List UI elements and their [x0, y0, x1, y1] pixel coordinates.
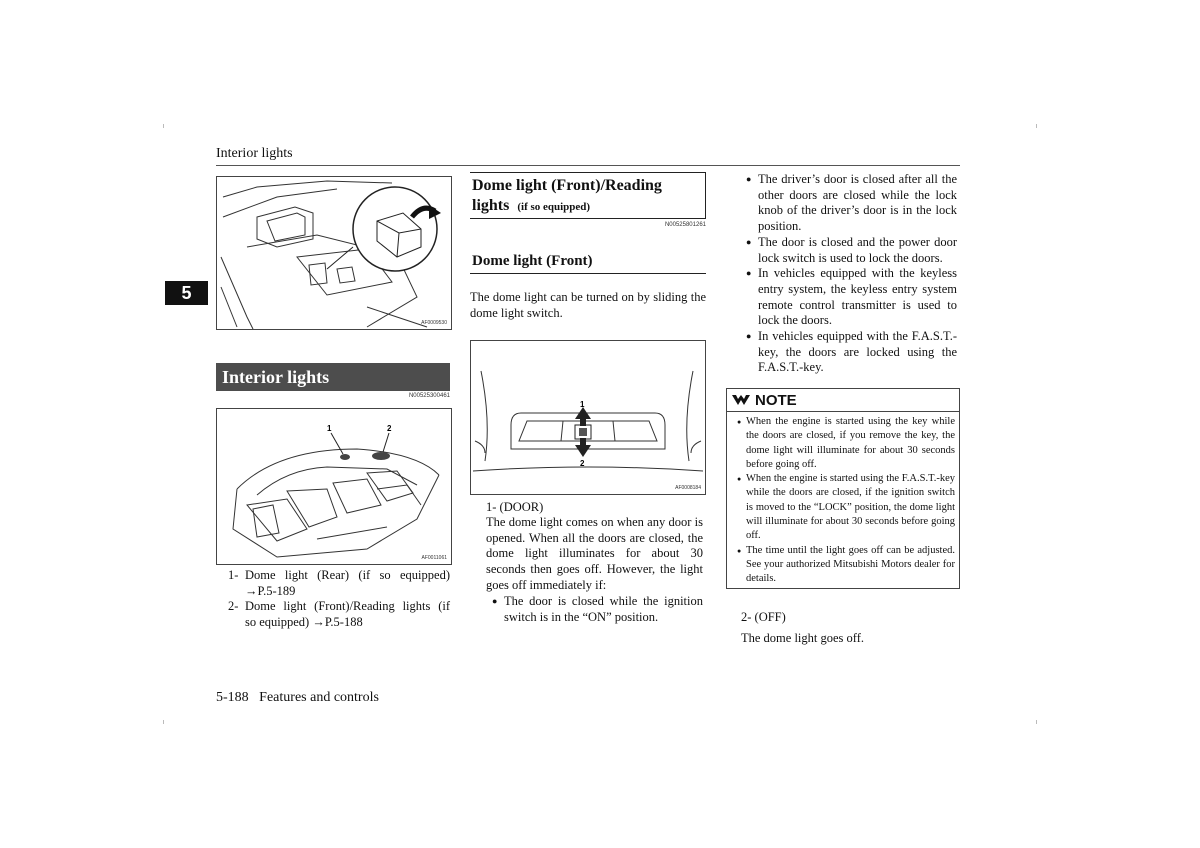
intro-text: The dome light can be turned on by sliding the dome light switch. [470, 290, 706, 320]
item-text: Dome light (Rear) (if so equipped) [245, 568, 450, 582]
note-item: ● When the engine is started using the key while the doors are closed, if you remove the key, the dome light will illuminate for about 30 seconds before going off. [737, 415, 955, 472]
callout-list [228, 568, 450, 631]
page-number: 5-188 [216, 690, 249, 705]
bullet-item: ● The door is closed while the ignition switch is in the “ON” position. [492, 594, 703, 625]
figure-code: AF0008184 [675, 485, 701, 491]
bullet-item: ● In vehicles equipped with the F.A.S.T.-key, the doors are locked using the F.A.S.T.-key. [746, 329, 957, 376]
item-number: 1- [228, 568, 239, 582]
figure-code: AF0009530 [421, 320, 447, 326]
off-text: The dome light goes off. [741, 631, 865, 645]
chapter-tab: 5 [165, 281, 208, 305]
note-header [727, 389, 959, 412]
note-label: NOTE [755, 391, 797, 409]
middle-bullets [492, 594, 703, 625]
heading-note: (if so equipped) [517, 201, 591, 213]
note-item: ● The time until the light goes off can be adjusted. See your authorized Mitsubishi Motors dealer for details. [737, 544, 955, 587]
door-label: 1- (DOOR) [486, 500, 544, 514]
bullet-item: ● In vehicles equipped with the keyless entry system, the keyless entry system remote control transmitter is used to lock the doors. [746, 266, 957, 329]
callout-2: 2 [580, 459, 585, 468]
note-icon [731, 393, 751, 407]
door-text: The dome light comes on when any door is opened. When all the doors are closed, the dome light illuminates for about 30 seconds then goes off. However, the light goes off immediately if: [486, 515, 703, 592]
bullet-item: ● The driver’s door is closed after all the other doors are closed while the lock knob of the driver’s door is in the lock position. [746, 172, 957, 235]
item-text: Dome light (Front)/Reading lights (if [245, 599, 450, 614]
dome-light-figure [470, 340, 706, 495]
off-label: 2- (OFF) [741, 610, 786, 624]
section-heading [470, 172, 706, 219]
callout-2: 2 [387, 424, 392, 433]
section-code: N00525300461 [408, 393, 450, 399]
bullet-item: ● The door is closed and the power door lock switch is used to lock the doors. [746, 235, 957, 266]
console-switch-figure [216, 176, 452, 330]
callout-item [228, 599, 450, 630]
crop-mark [163, 720, 164, 724]
section-title-bar: Interior lights [216, 363, 450, 391]
note-list [727, 412, 959, 587]
footer-section: Features and controls [259, 690, 379, 705]
callout-1: 1 [327, 424, 332, 433]
cabin-overview-illustration [217, 409, 451, 564]
heading-line-2: lights [472, 197, 510, 214]
heading-line-1: Dome light (Front)/Reading [472, 177, 662, 194]
note-box [726, 388, 960, 589]
console-switch-illustration [217, 177, 451, 329]
item-number: 2- [228, 599, 239, 614]
right-bullets [746, 172, 957, 376]
sub-heading: Dome light (Front) [470, 253, 706, 274]
item-ref: so equipped) →P.5-188 [245, 615, 363, 630]
header-divider [216, 165, 960, 166]
callout-item [228, 568, 450, 599]
figure-code: AF0011061 [421, 555, 447, 561]
heading-code: N00525801261 [664, 222, 706, 228]
item-ref: →P.5-189 [245, 583, 296, 598]
note-item: ● When the engine is started using the F.A.S.T.-key while the doors are closed, if the ignition switch is moved to the “LOCK” position, the dome light will illuminate for about 30 seconds before going off. [737, 472, 955, 543]
crop-mark [163, 124, 164, 128]
cabin-overview-figure [216, 408, 452, 565]
dome-light-illustration [471, 341, 705, 494]
running-header: Interior lights [216, 146, 293, 161]
arrow-down-icon [575, 445, 591, 457]
crop-mark [1036, 124, 1037, 128]
page-footer [216, 690, 379, 706]
callout-1: 1 [580, 400, 585, 409]
crop-mark [1036, 720, 1037, 724]
